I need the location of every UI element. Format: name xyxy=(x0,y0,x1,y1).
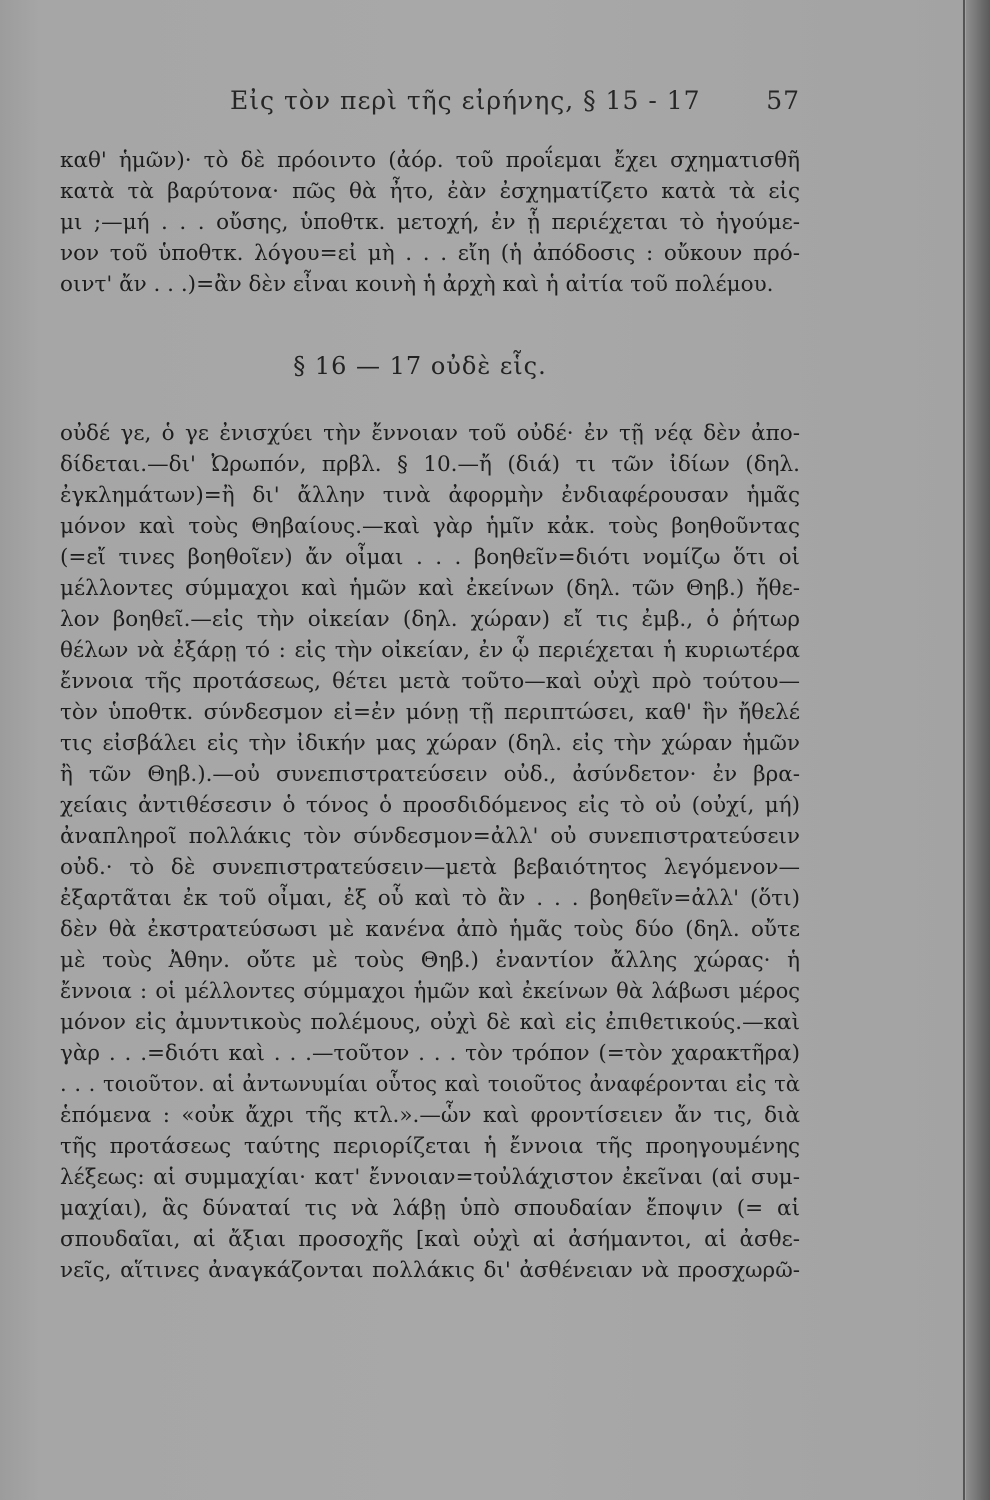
text-line: μόνον εἰς ἀμυντικοὺς πολέμους, οὐχὶ δὲ καὶ εἰς ἐπιθετικούς.—καὶ xyxy=(60,1010,800,1035)
text-line: οὐδ.· τὸ δὲ συνεπιστρατεύσειν—μετὰ βεβαιότητος λεγόμενον— xyxy=(60,855,800,880)
text-line: (=εἴ τινες βοηθοῖεν) ἄν οἶμαι . . . βοηθεῖν=διότι νομίζω ὅτι οἱ xyxy=(60,545,800,570)
text-line: χείαις ἀντιθέσεσιν ὁ τόνος ὁ προσδιδόμενος εἰς τὸ οὐ (οὐχί, μή) xyxy=(60,793,800,818)
text-line: λον βοηθεῖ.—εἰς τὴν οἰκείαν (δηλ. χώραν) εἴ τις ἐμβ., ὁ ῥήτωρ xyxy=(60,607,800,632)
text-line: λέξεως: αἱ συμμαχίαι· κατ' ἔννοιαν=τοὐλάχιστον ἐκεῖναι (αἱ συμ- xyxy=(60,1165,800,1190)
page-header xyxy=(60,86,800,126)
text-line: οὐδέ γε, ὁ γε ἐνισχύει τὴν ἔννοιαν τοῦ οὐδέ· ἐν τῇ νέᾳ δὲν ἀπο- xyxy=(60,421,800,446)
text-line: νον τοῦ ὑποθτκ. λόγου=εἰ μὴ . . . εἴη (ἡ ἀπόδοσις : οὔκουν πρό- xyxy=(60,241,800,266)
text-line: μι ;—μή . . . οὔσης, ὑποθτκ. μετοχή, ἐν ᾗ περιέχεται τὸ ἡγούμε- xyxy=(60,210,800,235)
text-line: ἔννοια τῆς προτάσεως, θέτει μετὰ τοῦτο—καὶ οὐχὶ πρὸ τούτου— xyxy=(60,669,800,694)
text-line: ἀναπληροῖ πολλάκις τὸν σύνδεσμον=ἀλλ' οὐ συνεπιστρατεύσειν xyxy=(60,824,800,849)
text-line: νεῖς, αἵτινες ἀναγκάζονται πολλάκις δι' ἀσθένειαν νὰ προσχωρῶ- xyxy=(60,1258,800,1283)
text-line: τις εἰσβάλει εἰς τὴν ἰδικήν μας χώραν (δηλ. εἰς τὴν χώραν ἡμῶν xyxy=(60,731,800,756)
paragraph-top xyxy=(60,145,800,300)
text-line: τῆς προτάσεως ταύτης περιορίζεται ἡ ἔννοια τῆς προηγουμένης xyxy=(60,1134,800,1159)
text-line: γὰρ . . .=διότι καὶ . . .—τοῦτον . . . τὸν τρόπον (=τὸν χαρακτῆρα) xyxy=(60,1041,800,1066)
section-heading: § 16 — 17 οὐδὲ εἷς. xyxy=(293,352,547,380)
text-line: σπουδαῖαι, αἱ ἄξιαι προσοχῆς [καὶ οὐχὶ αἱ ἀσήμαντοι, αἱ ἀσθε- xyxy=(60,1227,800,1252)
text-line: μέλλοντες σύμμαχοι καὶ ἡμῶν καὶ ἐκείνων (δηλ. τῶν Θηβ.) ἤθε- xyxy=(60,576,800,601)
binding-edge xyxy=(966,0,990,1500)
text-line: κατὰ τὰ βαρύτονα· πῶς θὰ ἦτο, ἐὰν ἐσχηματίζετο κατὰ τὰ εἰς xyxy=(60,179,800,204)
text-line: μὲ τοὺς Ἀθην. οὔτε μὲ τοὺς Θηβ.) ἐναντίον ἄλλης χώρας· ἡ xyxy=(60,948,800,973)
text-line: τὸν ὑποθτκ. σύνδεσμον εἰ=ἐν μόνῃ τῇ περιπτώσει, καθ' ἣν ἤθελέ xyxy=(60,700,800,725)
text-line: ἐγκλημάτων)=ἢ δι' ἄλλην τινὰ ἀφορμὴν ἐνδιαφέρουσαν ἡμᾶς xyxy=(60,483,800,508)
page-edge-shadow xyxy=(963,0,965,1500)
page-number: 57 xyxy=(766,86,800,115)
text-line: ἢ τῶν Θηβ.).—οὐ συνεπιστρατεύσειν οὐδ., ἀσύνδετον· ἐν βρα- xyxy=(60,762,800,787)
text-line: μόνον καὶ τοὺς Θηβαίους.—καὶ γὰρ ἡμῖν κἀκ. τοὺς βοηθοῦντας xyxy=(60,514,800,539)
paragraph-main xyxy=(60,418,800,1286)
text-line: οιντ' ἄν . . .)=ἂν δὲν εἶναι κοινὴ ἡ ἀρχὴ καὶ ἡ αἰτία τοῦ πολέμου. xyxy=(60,272,774,297)
text-line: καθ' ἡμῶν)· τὸ δὲ πρόοιντο (ἀόρ. τοῦ προΐεμαι ἔχει σχηματισθῆ xyxy=(60,148,800,173)
text-line: μαχίαι), ἃς δύναταί τις νὰ λάβῃ ὑπὸ σπουδαίαν ἔποψιν (= αἱ xyxy=(60,1196,800,1221)
running-head: Εἰς τὸν περὶ τῆς εἰρήνης, § 15 - 17 xyxy=(230,86,701,115)
text-line: ἐξαρτᾶται ἐκ τοῦ οἶμαι, ἐξ οὗ καὶ τὸ ἂν . . . βοηθεῖν=ἀλλ' (ὅτι) xyxy=(60,886,800,911)
text-line: δίδεται.—δι' Ὠρωπόν, πρβλ. § 10.—ἤ (διά) τι τῶν ἰδίων (δηλ. xyxy=(60,452,800,477)
text-line: . . . τοιοῦτον. αἱ ἀντωνυμίαι οὗτος καὶ τοιοῦτος ἀναφέρονται εἰς τὰ xyxy=(60,1072,800,1096)
text-line: ἑπόμενα : «οὐκ ἄχρι τῆς κτλ.».—ὧν καὶ φροντίσειεν ἄν τις, διὰ xyxy=(60,1103,800,1128)
text-line: δὲν θὰ ἐκστρατεύσωσι μὲ κανένα ἀπὸ ἡμᾶς τοὺς δύο (δηλ. οὔτε xyxy=(60,917,800,942)
text-line: ἔννοια : οἱ μέλλοντες σύμμαχοι ἡμῶν καὶ ἐκείνων θὰ λάβωσι μέρος xyxy=(60,979,800,1003)
text-line: θέλων νὰ ἐξάρῃ τό : εἰς τὴν οἰκείαν, ἐν ᾧ περιέχεται ἡ κυριωτέρα xyxy=(60,638,800,663)
